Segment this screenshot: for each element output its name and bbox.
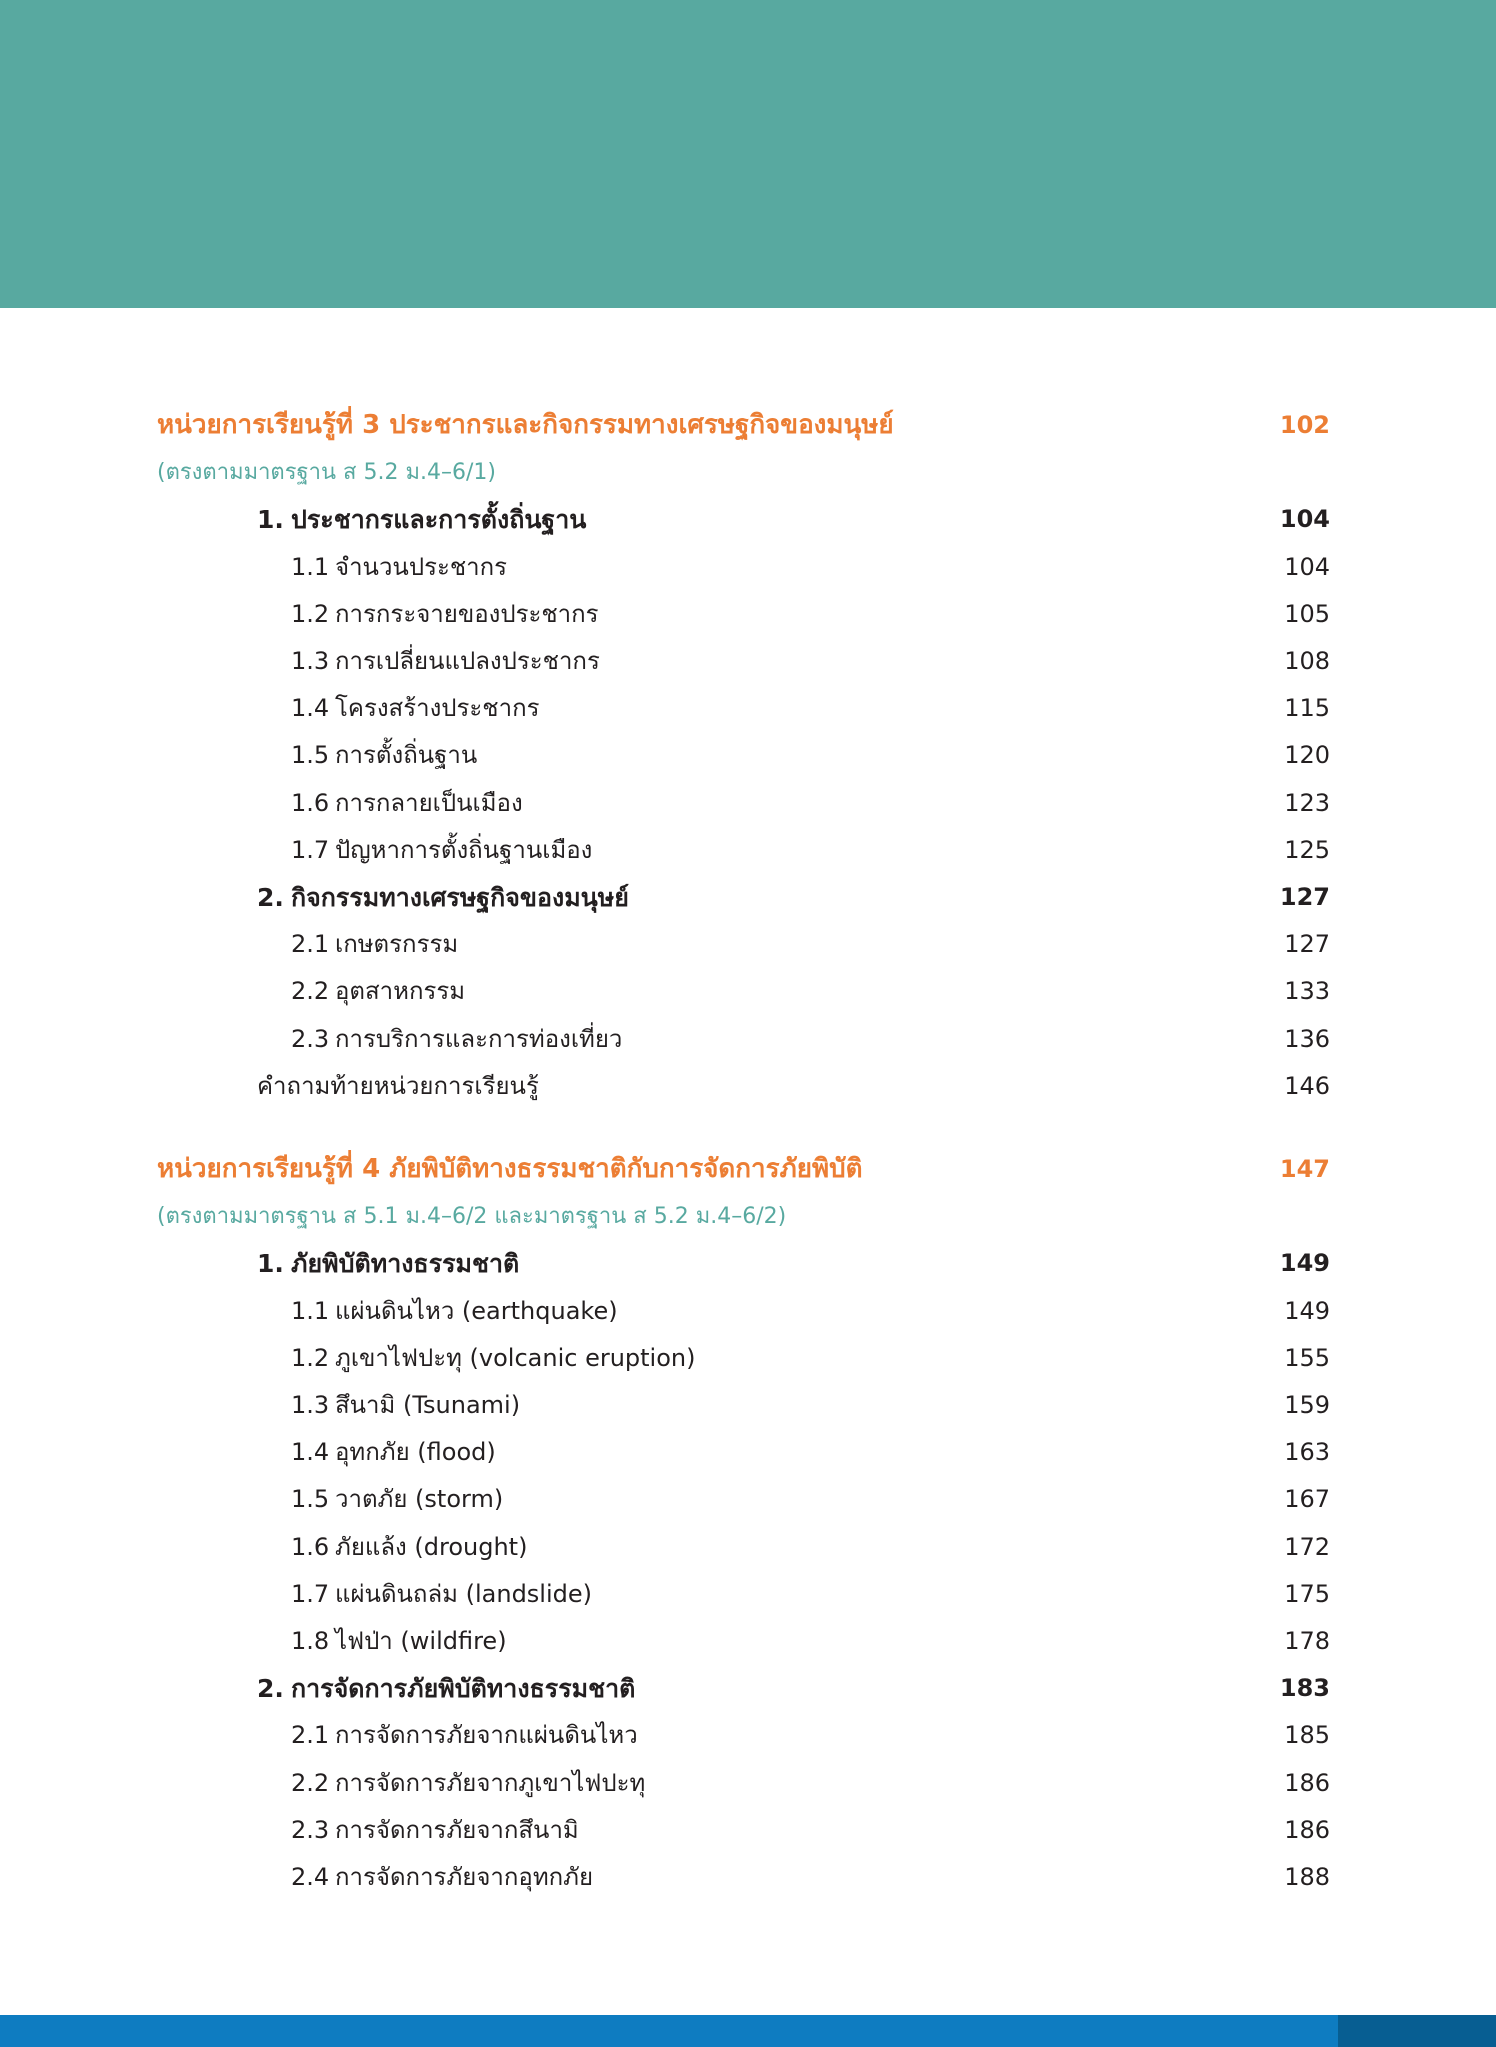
entry-number: 1.7	[291, 1580, 330, 1608]
entry-number: 1.2	[291, 600, 330, 628]
entry-label: ภัยแล้ง (drought)	[335, 1533, 528, 1561]
entry-page-number: 186	[1284, 1816, 1330, 1844]
entry-label: ภูเขาไฟปะทุ (volcanic eruption)	[335, 1344, 696, 1372]
unit-standard	[157, 449, 1330, 496]
entry-text	[291, 968, 465, 1015]
entry-number: 2.2	[291, 1769, 330, 1797]
entry-text	[291, 1571, 592, 1618]
entry-number: 1.1	[291, 553, 330, 581]
entry-label: อุทกภัย (flood)	[335, 1438, 496, 1466]
entry-page-number: 127	[1284, 930, 1330, 958]
entry-number: 2.3	[291, 1816, 330, 1844]
entry-text	[291, 544, 507, 591]
unit-heading[interactable]	[157, 402, 1330, 449]
entry-number: 2.2	[291, 977, 330, 1005]
toc-subsection-entry[interactable]	[157, 1382, 1330, 1429]
entry-label: สึนามิ (Tsunami)	[335, 1391, 521, 1419]
entry-label: จำนวนประชากร	[335, 553, 508, 581]
entry-page-number: 105	[1284, 600, 1330, 628]
entry-text	[291, 732, 477, 779]
entry-text	[291, 1807, 579, 1854]
toc-subsection-entry[interactable]	[157, 1618, 1330, 1665]
entry-number: 2.1	[291, 930, 330, 958]
entry-label: การบริการและการท่องเที่ยว	[335, 1025, 623, 1053]
entry-text	[291, 1429, 496, 1476]
entry-number: 2.	[257, 1674, 284, 1703]
entry-page-number: 136	[1284, 1025, 1330, 1053]
entry-label: วาตภัย (storm)	[335, 1485, 504, 1513]
entry-number: 1.1	[291, 1297, 330, 1325]
entry-page-number: 159	[1284, 1391, 1330, 1419]
toc-subsection-entry[interactable]	[157, 921, 1330, 968]
toc-section-entry[interactable]	[157, 496, 1330, 543]
unit-title: หน่วยการเรียนรู้ที่ 3 ประชากรและกิจกรรมทางเศรษฐกิจของมนุษย์	[157, 410, 894, 440]
entry-text	[291, 1335, 695, 1382]
toc-subsection-entry[interactable]	[157, 1335, 1330, 1382]
top-color-band	[0, 0, 1496, 308]
entry-label: ประชากรและการตั้งถิ่นฐาน	[291, 505, 587, 534]
unit-heading[interactable]	[157, 1146, 1330, 1193]
entry-label: การจัดการภัยจากอุทกภัย	[335, 1863, 594, 1891]
entry-page-number: 186	[1284, 1769, 1330, 1797]
toc-subsection-entry[interactable]	[157, 780, 1330, 827]
entry-page-number: 172	[1284, 1533, 1330, 1561]
entry-text	[291, 1476, 503, 1523]
entry-page-number: 167	[1284, 1485, 1330, 1513]
entry-text	[257, 496, 586, 543]
entry-text	[291, 780, 523, 827]
entry-text	[257, 1665, 635, 1712]
entry-number: 1.4	[291, 694, 330, 722]
toc-section-entry[interactable]	[157, 874, 1330, 921]
entry-label: การกระจายของประชากร	[335, 600, 599, 628]
entry-page-number: 149	[1279, 1249, 1330, 1277]
entry-label: ไฟป่า (wildfire)	[335, 1627, 507, 1655]
entry-label: คำถามท้ายหน่วยการเรียนรู้	[257, 1072, 539, 1100]
entry-page-number: 127	[1279, 883, 1330, 911]
entry-number: 1.8	[291, 1627, 330, 1655]
entry-number: 1.2	[291, 1344, 330, 1372]
toc-subsection-entry[interactable]	[157, 827, 1330, 874]
entry-number: 1.5	[291, 1485, 330, 1513]
entry-text	[291, 1618, 507, 1665]
toc-subsection-entry[interactable]	[157, 1288, 1330, 1335]
entry-page-number: 104	[1284, 553, 1330, 581]
toc-subsection-entry[interactable]	[157, 968, 1330, 1015]
entry-label: การตั้งถิ่นฐาน	[335, 741, 478, 769]
entry-number: 1.5	[291, 741, 330, 769]
entry-page-number: 178	[1284, 1627, 1330, 1655]
toc-subsection-entry[interactable]	[157, 591, 1330, 638]
entry-label: แผ่นดินไหว (earthquake)	[335, 1297, 618, 1325]
entry-page-number: 108	[1284, 647, 1330, 675]
toc-section-entry[interactable]	[157, 1665, 1330, 1712]
entry-label: แผ่นดินถล่ม (landslide)	[335, 1580, 593, 1608]
entry-number: 1.3	[291, 647, 330, 675]
toc-section-entry[interactable]	[157, 1240, 1330, 1287]
bottom-corner-block	[1338, 2015, 1496, 2047]
entry-text	[291, 1760, 645, 1807]
toc-subsection-entry[interactable]	[157, 1760, 1330, 1807]
entry-label: การกลายเป็นเมือง	[335, 789, 523, 817]
toc-subsection-entry[interactable]	[157, 544, 1330, 591]
entry-number: 2.	[257, 883, 284, 912]
entry-label: โครงสร้างประชากร	[335, 694, 540, 722]
entry-text	[257, 1240, 519, 1287]
entry-number: 2.1	[291, 1721, 330, 1749]
toc-subsection-entry[interactable]	[157, 732, 1330, 779]
entry-text	[291, 827, 592, 874]
unit-page-number: 147	[1279, 1155, 1330, 1183]
entry-page-number: 185	[1284, 1721, 1330, 1749]
entry-text	[257, 874, 629, 921]
entry-page-number: 175	[1284, 1580, 1330, 1608]
standard-text: (ตรงตามมาตรฐาน ส 5.2 ม.4–6/1)	[157, 460, 496, 485]
entry-number: 2.4	[291, 1863, 330, 1891]
entry-text	[291, 1016, 622, 1063]
bottom-color-band	[0, 2015, 1496, 2047]
entry-text	[291, 921, 458, 968]
toc-subsection-entry[interactable]	[157, 1712, 1330, 1759]
entry-label: ภัยพิบัติทางธรรมชาติ	[291, 1249, 520, 1278]
entry-text	[291, 1854, 593, 1901]
standard-text: (ตรงตามมาตรฐาน ส 5.1 ม.4–6/2 และมาตรฐาน ส 5.2 ม.4–6/2)	[157, 1204, 787, 1229]
toc-subsection-entry[interactable]	[157, 1807, 1330, 1854]
entry-number: 1.4	[291, 1438, 330, 1466]
entry-label: เกษตรกรรม	[335, 930, 459, 958]
entry-page-number: 146	[1284, 1072, 1330, 1100]
toc-subsection-entry[interactable]	[157, 1854, 1330, 1901]
entry-text	[291, 591, 599, 638]
entry-number: 1.	[257, 1249, 284, 1278]
entry-label: การจัดการภัยจากแผ่นดินไหว	[335, 1721, 638, 1749]
entry-text	[291, 685, 540, 732]
entry-page-number: 183	[1279, 1674, 1330, 1702]
unit-standard	[157, 1193, 1330, 1240]
entry-page-number: 149	[1284, 1297, 1330, 1325]
entry-number: 1.6	[291, 1533, 330, 1561]
entry-text	[257, 1063, 539, 1110]
entry-text	[291, 1288, 618, 1335]
entry-page-number: 104	[1279, 505, 1330, 533]
unit-title: หน่วยการเรียนรู้ที่ 4 ภัยพิบัติทางธรรมชาติกับการจัดการภัยพิบัติ	[157, 1154, 863, 1184]
toc-subsection-entry[interactable]	[157, 638, 1330, 685]
toc-misc-entry[interactable]	[157, 1063, 1330, 1110]
entry-page-number: 163	[1284, 1438, 1330, 1466]
entry-label: การเปลี่ยนแปลงประชากร	[335, 647, 600, 675]
entry-number: 1.	[257, 505, 284, 534]
entry-label: กิจกรรมทางเศรษฐกิจของมนุษย์	[291, 883, 629, 912]
entry-label: การจัดการภัยพิบัติทางธรรมชาติ	[291, 1674, 636, 1703]
toc-subsection-entry[interactable]	[157, 1571, 1330, 1618]
entry-text	[291, 638, 600, 685]
entry-label: การจัดการภัยจากสึนามิ	[335, 1816, 579, 1844]
toc-subsection-entry[interactable]	[157, 1476, 1330, 1523]
entry-text	[291, 1712, 638, 1759]
entry-page-number: 133	[1284, 977, 1330, 1005]
unit-page-number: 102	[1279, 411, 1330, 439]
entry-page-number: 123	[1284, 789, 1330, 817]
toc-subsection-entry[interactable]	[157, 1016, 1330, 1063]
toc-subsection-entry[interactable]	[157, 685, 1330, 732]
entry-number: 1.7	[291, 836, 330, 864]
entry-page-number: 115	[1284, 694, 1330, 722]
entry-text	[291, 1524, 527, 1571]
entry-page-number: 125	[1284, 836, 1330, 864]
entry-page-number: 155	[1284, 1344, 1330, 1372]
entry-label: อุตสาหกรรม	[335, 977, 466, 1005]
entry-page-number: 188	[1284, 1863, 1330, 1891]
entry-number: 1.6	[291, 789, 330, 817]
entry-label: ปัญหาการตั้งถิ่นฐานเมือง	[335, 836, 593, 864]
toc-subsection-entry[interactable]	[157, 1429, 1330, 1476]
entry-page-number: 120	[1284, 741, 1330, 769]
entry-number: 2.3	[291, 1025, 330, 1053]
entry-number: 1.3	[291, 1391, 330, 1419]
toc-subsection-entry[interactable]	[157, 1524, 1330, 1571]
entry-label: การจัดการภัยจากภูเขาไฟปะทุ	[335, 1769, 646, 1797]
entry-text	[291, 1382, 520, 1429]
